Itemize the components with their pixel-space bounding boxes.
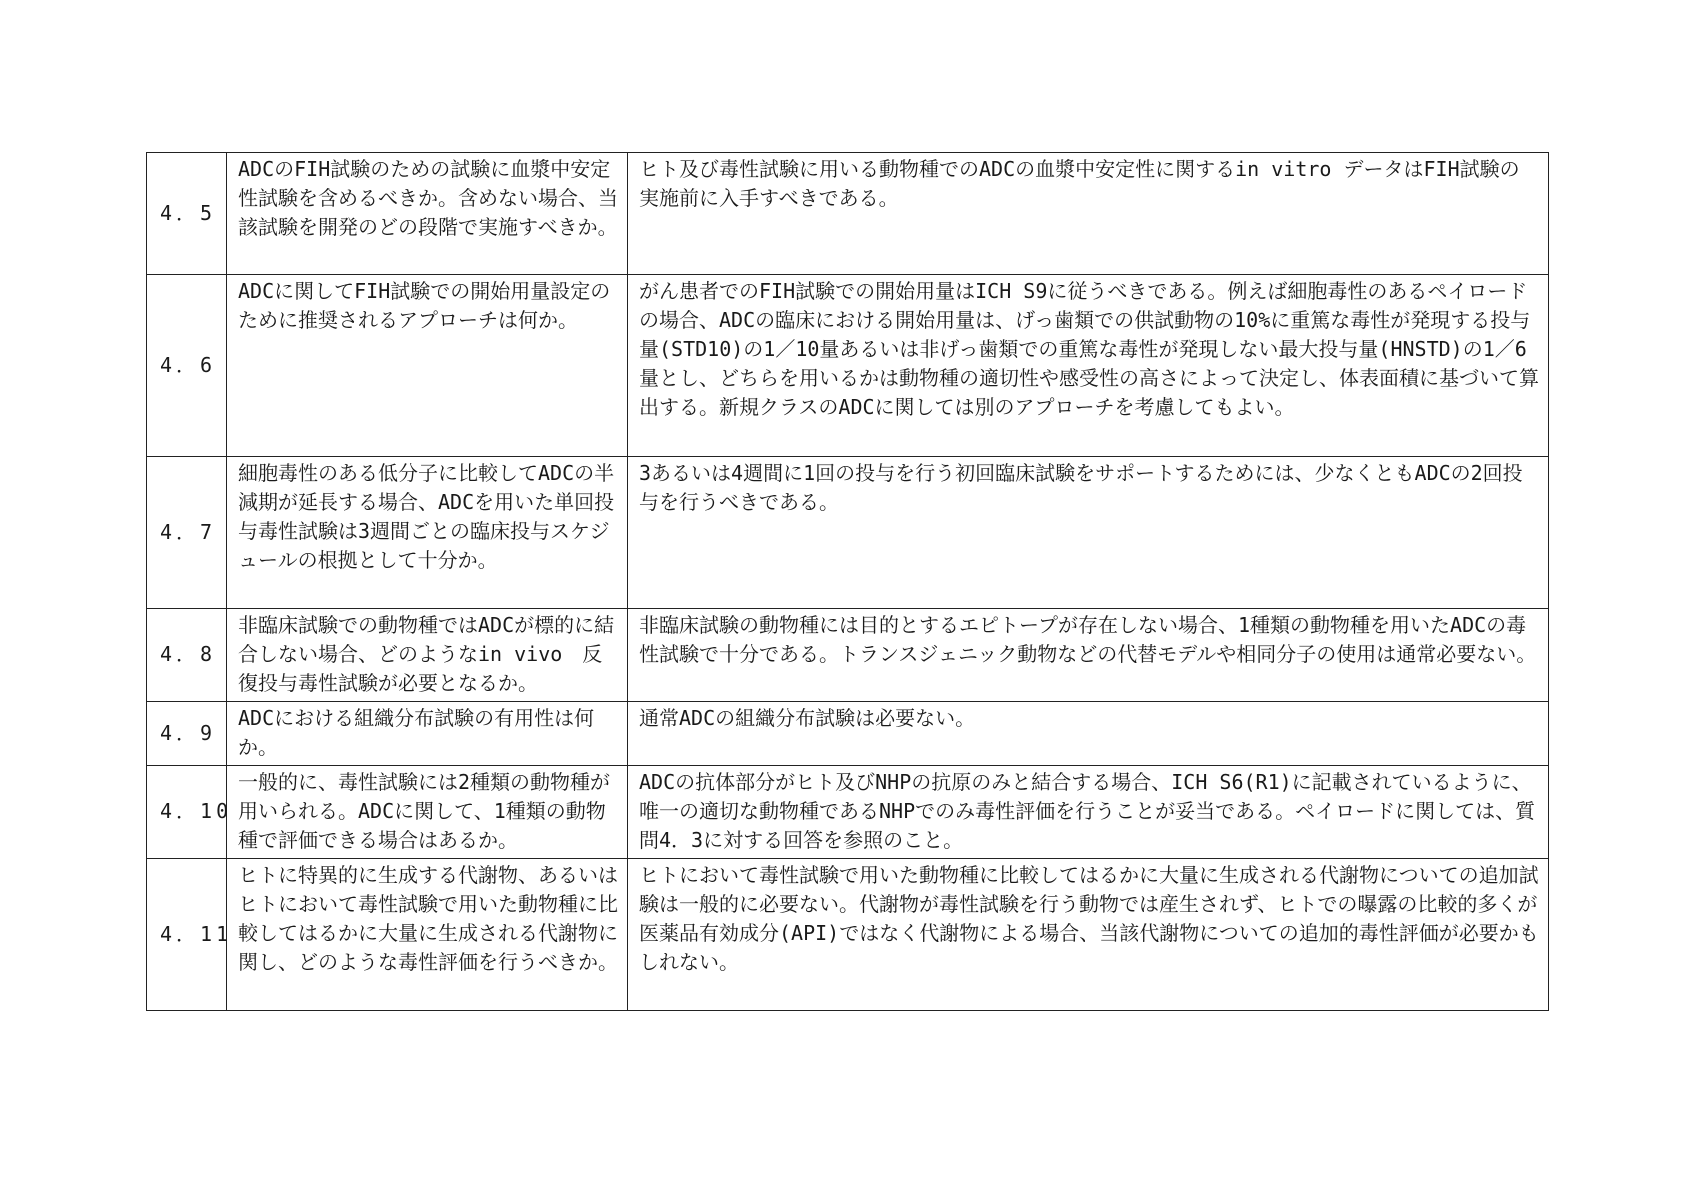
table-row bbox=[147, 275, 1549, 457]
question-number: 4．8 bbox=[147, 609, 227, 702]
question-number: 4．6 bbox=[147, 275, 227, 457]
question-number: 4．7 bbox=[147, 457, 227, 609]
question-text: ADCにおける組織分布試験の有用性は何か。 bbox=[227, 702, 628, 766]
question-text: 細胞毒性のある低分子に比較してADCの半減期が延長する場合、ADCを用いた単回投与毒性試験は3週間ごとの臨床投与スケジュールの根拠として十分か。 bbox=[227, 457, 628, 609]
answer-text: 非臨床試験の動物種には目的とするエピトープが存在しない場合、1種類の動物種を用いたADCの毒性試験で十分である。トランスジェニック動物などの代替モデルや相同分子の使用は通常必要ない。 bbox=[628, 609, 1549, 702]
table-row bbox=[147, 766, 1549, 859]
question-number: 4．11 bbox=[147, 859, 227, 1011]
table-row bbox=[147, 859, 1549, 1011]
question-text: ADCに関してFIH試験での開始用量設定のために推奨されるアプローチは何か。 bbox=[227, 275, 628, 457]
question-number: 4．9 bbox=[147, 702, 227, 766]
table-row bbox=[147, 609, 1549, 702]
answer-text: ADCの抗体部分がヒト及びNHPの抗原のみと結合する場合、ICH S6(R1)に記載されているように、唯一の適切な動物種であるNHPでのみ毒性評価を行うことが妥当である。ペイロードに関しては、質問4．3に対する回答を参照のこと。 bbox=[628, 766, 1549, 859]
table-row bbox=[147, 702, 1549, 766]
question-text: ADCのFIH試験のための試験に血漿中安定性試験を含めるべきか。含めない場合、当該試験を開発のどの段階で実施すべきか。 bbox=[227, 153, 628, 275]
question-number: 4．10 bbox=[147, 766, 227, 859]
answer-text: 通常ADCの組織分布試験は必要ない。 bbox=[628, 702, 1549, 766]
table-row bbox=[147, 153, 1549, 275]
question-text: ヒトに特異的に生成する代謝物、あるいはヒトにおいて毒性試験で用いた動物種に比較してはるかに大量に生成される代謝物に関し、どのような毒性評価を行うべきか。 bbox=[227, 859, 628, 1011]
answer-text: がん患者でのFIH試験での開始用量はICH S9に従うべきである。例えば細胞毒性のあるペイロードの場合、ADCの臨床における開始用量は、げっ歯類での供試動物の10%に重篤な毒性が発現する投与量(STD10)の1／10量あるいは非げっ歯類での重篤な毒性が発現しない最大投与量(HNSTD)の1／6量とし、どちらを用いるかは動物種の適切性や感受性の高さによって決定し、体表面積に基づいて算出する。新規クラスのADCに関しては別のアプローチを考慮してもよい。 bbox=[628, 275, 1549, 457]
table-row bbox=[147, 457, 1549, 609]
question-number: 4．5 bbox=[147, 153, 227, 275]
answer-text: 3あるいは4週間に1回の投与を行う初回臨床試験をサポートするためには、少なくともADCの2回投与を行うべきである。 bbox=[628, 457, 1549, 609]
question-text: 一般的に、毒性試験には2種類の動物種が用いられる。ADCに関して、1種類の動物種で評価できる場合はあるか。 bbox=[227, 766, 628, 859]
answer-text: ヒト及び毒性試験に用いる動物種でのADCの血漿中安定性に関するin vitro データはFIH試験の実施前に入手すべきである。 bbox=[628, 153, 1549, 275]
question-text: 非臨床試験での動物種ではADCが標的に結合しない場合、どのようなin vivo 反復投与毒性試験が必要となるか。 bbox=[227, 609, 628, 702]
answer-text: ヒトにおいて毒性試験で用いた動物種に比較してはるかに大量に生成される代謝物についての追加試験は一般的に必要ない。代謝物が毒性試験を行う動物では産生されず、ヒトでの曝露の比較的多くが医薬品有効成分(API)ではなく代謝物による場合、当該代謝物についての追加的毒性評価が必要かもしれない。 bbox=[628, 859, 1549, 1011]
qa-table bbox=[146, 152, 1549, 1011]
